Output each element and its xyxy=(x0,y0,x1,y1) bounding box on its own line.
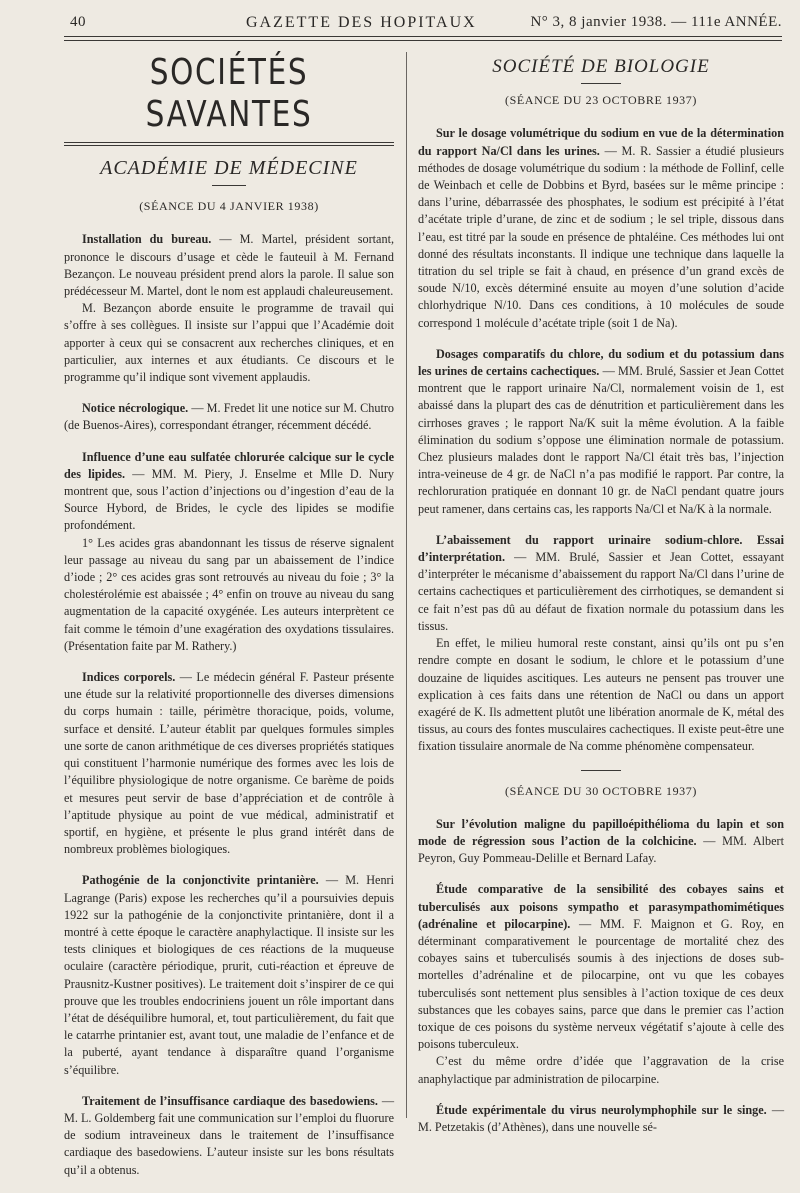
column-divider xyxy=(406,52,407,1118)
article-body: — M. Petzetakis (d’Athènes), dans une nouvelle sé- xyxy=(418,1102,785,1134)
issue-info: N° 3, 8 janvier 1938. — 111e ANNÉE. xyxy=(530,14,782,30)
article xyxy=(418,635,784,755)
article-body: — M. R. Sassier a étudié plusieurs méthodes de dosage volumétrique du sodium : la méthode de Follinf, celle de Weinbach et celle de Dobbins et Byrd, basées sur le même principe : dans l’urine, débarrassée des phosphates, le sodium est précipité à l’état d’acétate triple d’urane, de zinc et de sodium ; le sel triple, dissous dans l’eau, est titré par la soude en présence de phtaléine. Ces méthodes lui ont donné des résultats inconstants. Il indique une technique dans laquelle la titration du sel triple se fait à chaud, en présence d’un grand excès de soude N/10, excès déterminé ensuite au moyen d’une solution d’acide chlorhydrique N/10. Dans ces conditions, à 10 molécules de soude correspond 1 molécule d’acétate triple (soit 1 de Na). xyxy=(418,143,784,330)
article-title: Étude expérimentale du virus neurolymphophile sur le singe. xyxy=(436,1102,767,1117)
society-title: ACADÉMIE DE MÉDECINE xyxy=(100,157,358,179)
article xyxy=(64,872,394,1078)
article-body: En effet, le milieu humoral reste constant, ainsi qu’ils ont pu s’en rendre compte en dosant le sodium, le chlore et le potassium d’une douzaine de liquides ascitiques. Les auteurs ne pensent pas trouver une explication à ces faits dans une rétention de NaCl ou dans un apport exagéré de K. Ils admettent plutôt une libération anormale de K, métal des tissus, au cours des fontes musculaires cachectiques. Il existe peut-être une fixation tissulaire anormale de Na comme phénomène compensateur. xyxy=(418,636,784,754)
session-date-2: (SÉANCE DU 30 OCTOBRE 1937) xyxy=(505,783,697,798)
separator-rule xyxy=(581,770,621,771)
article-body: — M. Henri Lagrange (Paris) expose les recherches qu’il a poursuivies depuis 1922 sur la pathogénie de la conjonctivite printanière, dont il a montré à cette époque le caractère anaphylactique. Il insiste sur les tests cliniques et biologiques de ces réactions de la muqueuse oculaire (caractère périodique, prurit, cuti-réaction et épreuve de Prausnitz-Kustner positives). Le traitement doit s’inspirer de ce qui prouve que les troubles endocriniens jouent un rôle important dans l’état de déséquilibre humoral, et, tout particulièrement, du fait que le catarrhe printanier est, avant tout, une maladie de l’enfance et de la puberté, ayant tendance à disparaître quand l’organisme s’équilibre. xyxy=(64,873,394,1077)
article xyxy=(64,231,394,300)
article-body: — MM. M. Piery, J. Enselme et Mlle D. Nury montrent que, sous l’action d’injections ou d’ingestion d’eau de la Source Hybord, de Brides, le cycle des lipides se modifie profondément. xyxy=(64,466,394,533)
short-rule-right xyxy=(581,83,621,84)
page-number: 40 xyxy=(70,14,86,30)
article-body: — M. Fredet lit une notice sur M. Chutro (de Buenos-Aires), correspondant étranger, récemment décédé. xyxy=(64,401,394,433)
article-body: M. Bezançon aborde ensuite le programme de travail qui s’offre à ses collègues. Il insiste sur l’appui que l’Académie doit apporter à ceux qui se consacrent aux recherches cliniques, et en particulier, aux internes et aux étudiants. Ce discours et le programme qu’il indique sont vivement applaudis. xyxy=(64,301,394,385)
article-title: Installation du bureau. xyxy=(82,232,212,247)
article xyxy=(418,1053,784,1087)
article-body: — M. Martel, président sortant, prononce le discours d’usage et cède le fauteuil à M. Fernand Bezançon. Le nouveau président prend alors la parole. Il salue son prédécesseur M. Martel, dont le nom est applaudi chaleureusement. xyxy=(64,232,394,299)
article xyxy=(64,535,394,655)
article-body: — Le médecin général F. Pasteur présente une étude sur la relativité proportionnelle des diverses dimensions du corps humain : taille, périmètre thoracique, poids, volume, surface et densité. L’auteur établit par quelques formules simples une sorte de canon arithmétique de ces diverses propriétés statiques qui constituent l’harmonie numérique des formes avec les lois de l’équilibre physiologique de notre organisme. Ce barème de poids et mesures peut servir de base d’appréciation et de contrôle à l’aptitude physique au point de vue médical, administratif et sportif, en hygiène, et présente le plus grand intérêt dans de nombreux problèmes biologiques. xyxy=(64,670,394,857)
article-body: — MM. F. Maignon et G. Roy, en déterminant comparativement le pourcentage de mortalité chez des cobayes sains et tuberculisés soumis à des injections de doses sub-mortelles d’adrénaline et de pilocarpine, ont vu que les cobayes tuberculisés sont nettement plus sensibles à l’action toxique de ces deux substances que les cobayes sains, parce que dans le premier cas l’action toxique de ces poisons du système nerveux végétatif s’ajoute à celle des poisons tuberculeux. xyxy=(418,916,785,1052)
article-body: — MM. Brulé, Sassier et Jean Cottet, essayant d’interpréter le mécanisme d’abaissement du rapport Na/Cl dans l’urine de certains cachectiques et particulièrement des cirrhotiques, se demandent si ce fait n’est pas dû au défaut de fixation normale du potassium dans les tissus. xyxy=(418,550,784,633)
section-rule-thin xyxy=(64,145,394,146)
journal-title: GAZETTE DES HOPITAUX xyxy=(246,14,477,31)
article-body: C’est du même ordre d’idée que l’aggravation de la crise anaphylactique par administration de pilocarpine. xyxy=(418,1054,784,1086)
article-title: Sur le dosage volumétrique du sodium en vue de la détermination du rapport Na/Cl dans les urines. xyxy=(418,126,784,158)
header-rule xyxy=(64,36,782,37)
right-column xyxy=(418,52,784,1150)
article xyxy=(64,669,394,858)
article xyxy=(64,1093,394,1179)
short-rule xyxy=(212,185,246,186)
article xyxy=(418,881,784,1053)
header-rule-thin xyxy=(64,40,782,41)
article-title: Influence d’une eau sulfatée chlorurée calcique sur le cycle des lipides. xyxy=(64,449,394,481)
article-title: Indices corporels. xyxy=(82,670,176,685)
article-list-2 xyxy=(418,816,784,1136)
article xyxy=(64,400,394,434)
article-title: Notice nécrologique. xyxy=(82,401,189,416)
page-header xyxy=(64,10,782,34)
section-title: SOCIÉTÉS SAVANTES xyxy=(145,52,313,135)
article xyxy=(418,1102,784,1136)
article-title: Étude comparative de la sensibilité des cobayes sains et tuberculisés aux poisons sympatho et parasympathomimétiques (adrénaline et pilocarpine). xyxy=(418,882,784,931)
article xyxy=(64,449,394,535)
article-title: Dosages comparatifs du chlore, du sodium et du potassium dans les urines de certains cachectiques. xyxy=(418,346,784,379)
left-column xyxy=(64,52,394,1193)
article xyxy=(418,816,784,868)
session-date: (SÉANCE DU 4 JANVIER 1938) xyxy=(139,199,319,214)
article xyxy=(418,346,784,518)
article xyxy=(418,125,784,331)
article-body: — M. L. Goldemberg fait une communication sur l’emploi du fluorure de sodium intraveineux dans le traitement de l’insuffisance cardiaque des basedowiens. L’auteur insiste sur les bons résultats qu’il a obtenus. xyxy=(64,1093,394,1177)
article-list xyxy=(64,231,394,1178)
article-body: 1° Les acides gras abandonnant les tissus de réserve signalent leur passage au niveau du sang par un abaissement de l’indice d’iode ; 2° ces acides gras sont retrouvés au niveau du foie ; 3° la cholestérolémie est abaissée ; 4° enfin on trouve au niveau du sang augmentation de la capacité oxygénée. Les auteurs interprètent ce fait comme le témoin d’une exagération des oxydations tissulaires. (Présentation faite par M. Rathery.) xyxy=(64,535,394,653)
article-title: Sur l’évolution maligne du papilloépithélioma du lapin et son mode de régression sous l’action de la colchicine. xyxy=(418,816,784,848)
article-title: L’abaissement du rapport urinaire sodium-chlore. Essai d’interprétation. xyxy=(418,532,784,565)
article-title: Pathogénie de la conjonctivite printanière. xyxy=(82,873,319,888)
society-title-right: SOCIÉTÉ DE BIOLOGIE xyxy=(492,56,710,77)
article xyxy=(418,532,784,635)
article-title: Traitement de l’insuffisance cardiaque des basedowiens. xyxy=(82,1093,378,1108)
article-body: — MM. Albert Peyron, Guy Pommeau-Delille et Bernard Lafay. xyxy=(418,833,784,866)
article-list-1 xyxy=(418,125,784,755)
article-body: — MM. Brulé, Sassier et Jean Cottet montrent que le rapport urinaire Na/Cl, normalement voisin de 1, est abaissé dans la plupart des cas de dénutrition et particulièrement dans les cirrhoses graves ; le rapport Na/K suit la même évolution. A la faible élimination du sodium s’oppose une élimination normale de potassium. Chez plusieurs malades dont le rapport Na/Cl était très bas, l’injection intra-veineuse de 4 gr. de NaCl n’a pas modifié le rapport. Par contre, la rechloruration pratiquée en donnant 10 gr. de NaCl pendant quatre jours peut ramener, dans certains cas, les rapports Na/Cl et Na/K à la normale. xyxy=(418,364,784,516)
section-rule xyxy=(64,142,394,143)
article xyxy=(64,300,394,386)
session-date-1: (SÉANCE DU 23 OCTOBRE 1937) xyxy=(505,93,697,108)
